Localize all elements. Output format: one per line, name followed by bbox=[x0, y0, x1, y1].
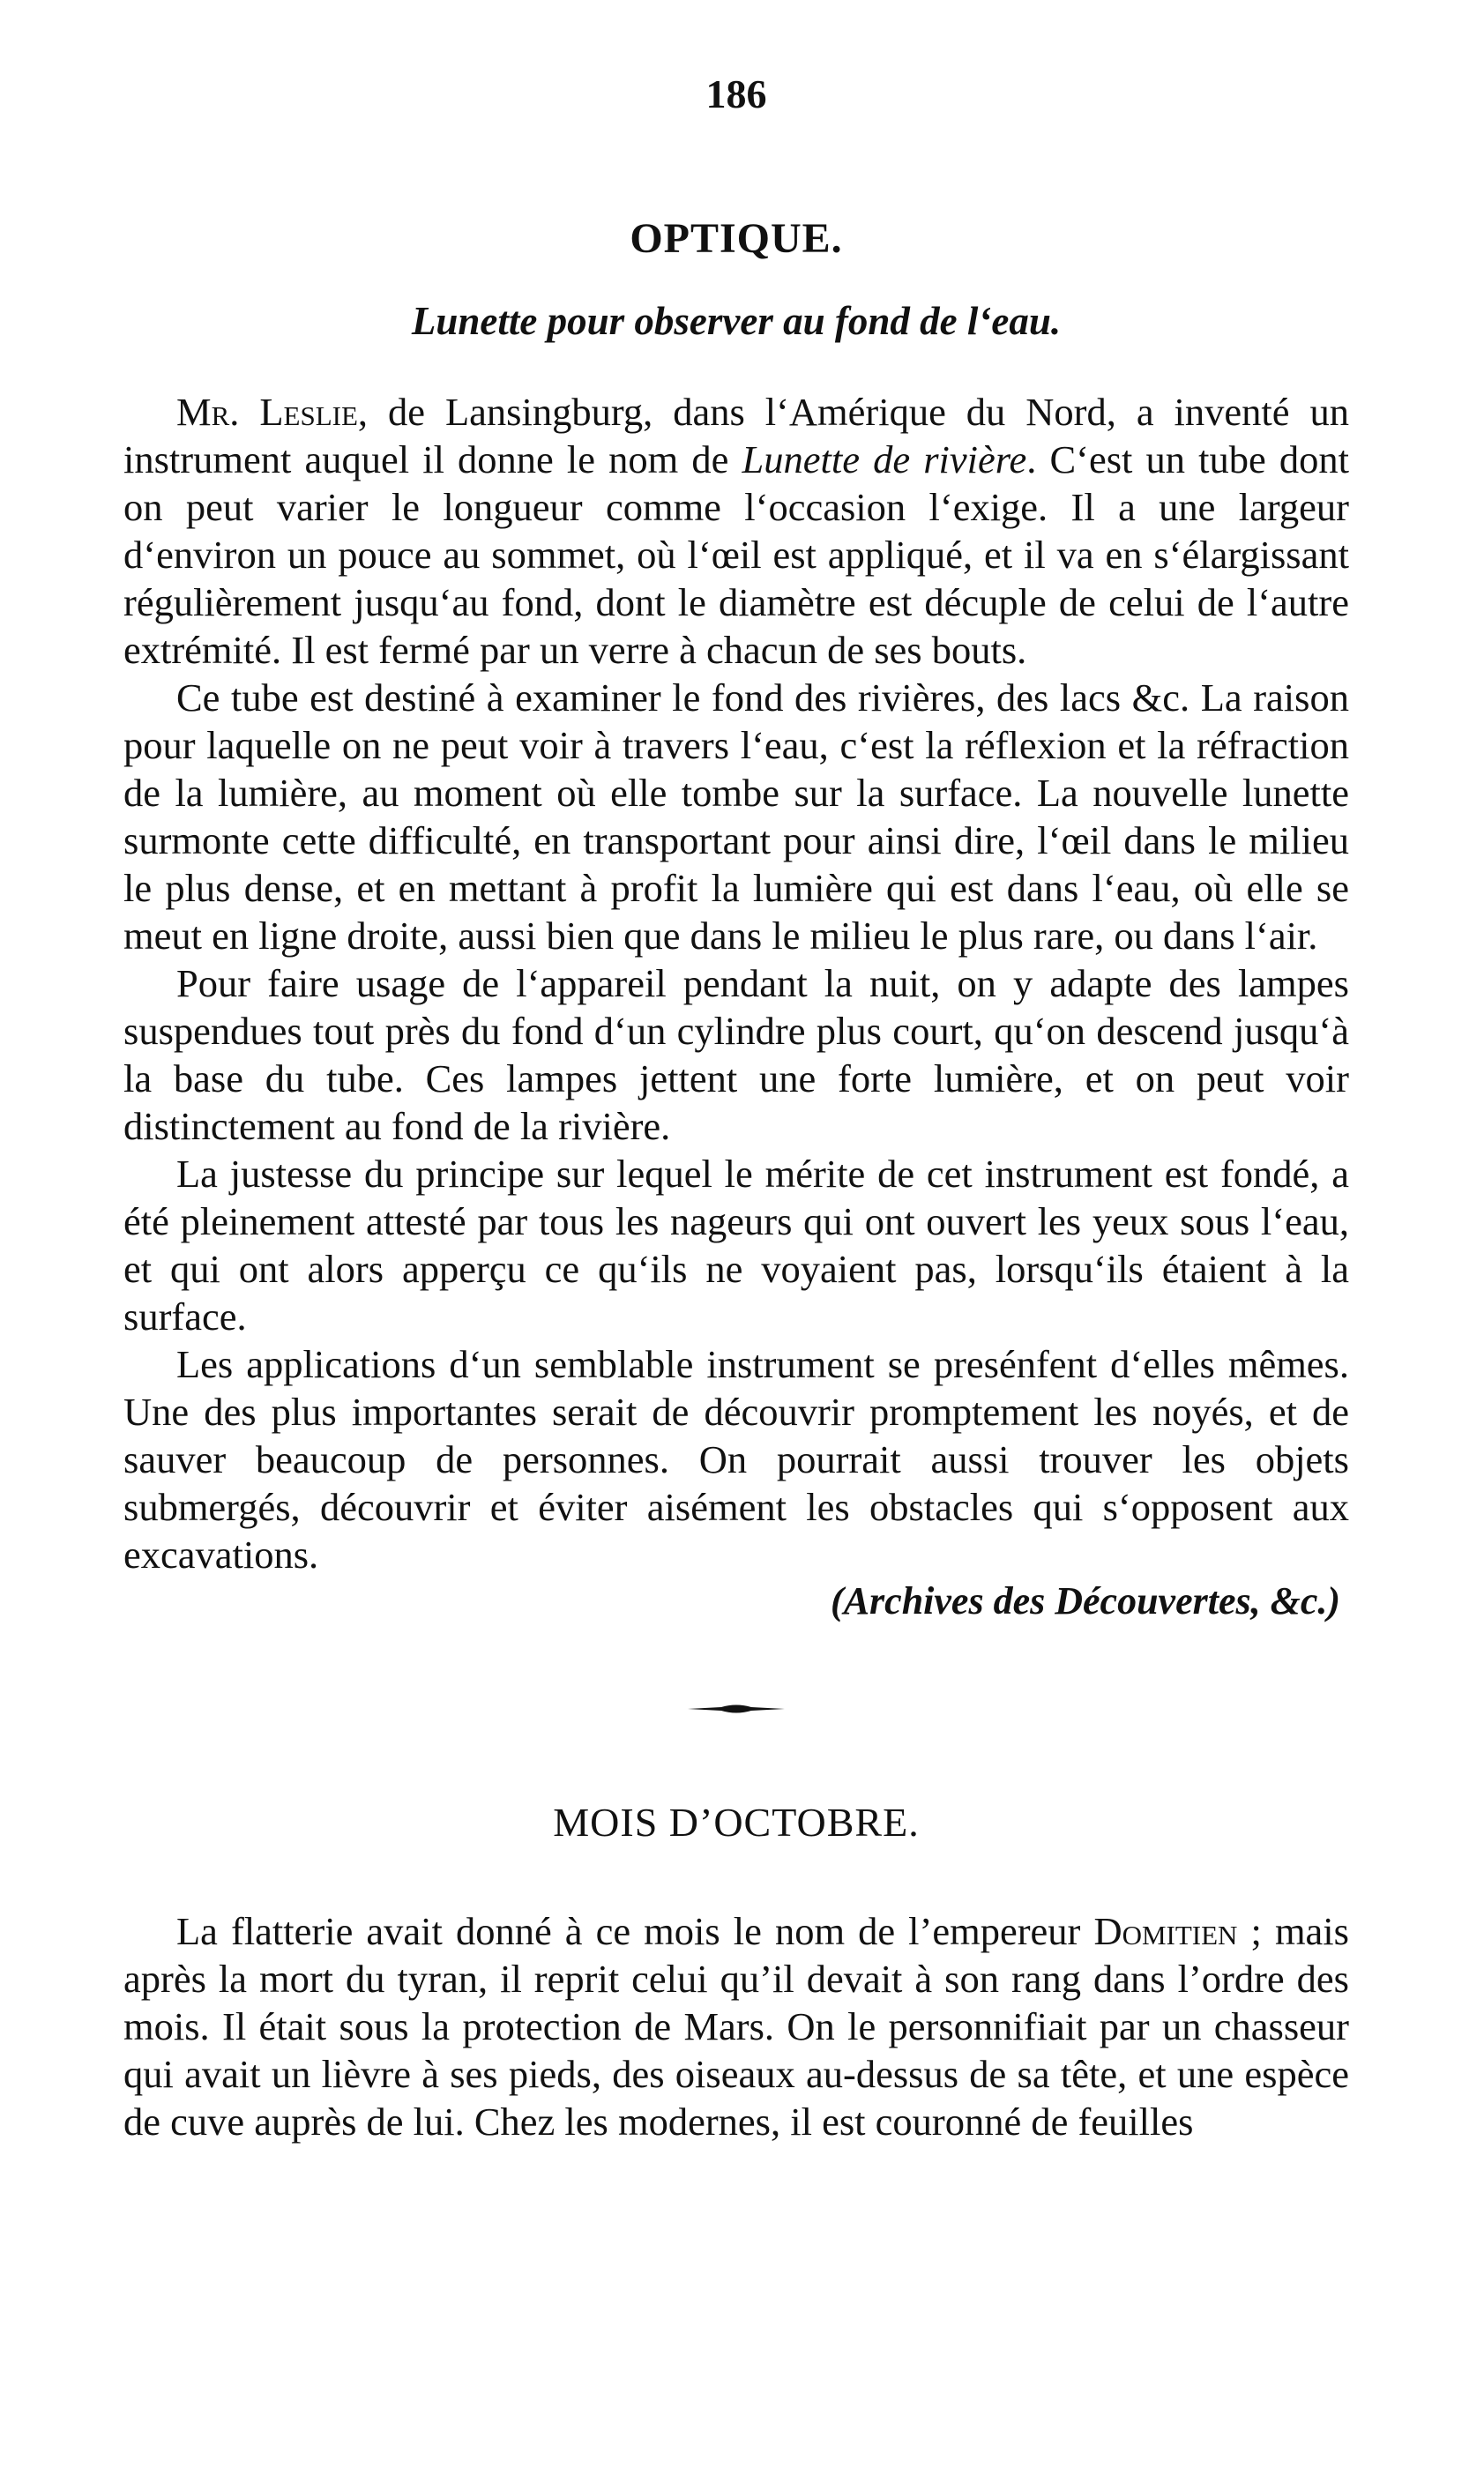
section-title-octobre: MOIS D’OCTOBRE. bbox=[553, 1800, 920, 1845]
section-title-optique: OPTIQUE. bbox=[630, 215, 843, 262]
author-name: Mr. Leslie bbox=[176, 390, 358, 434]
emperor-name: Domitien bbox=[1093, 1909, 1238, 1953]
section-divider bbox=[688, 1703, 785, 1715]
paragraph-5: Les applications d‘un semblable instrument se presénfent d‘elles mêmes. Une des plus importantes serait de découvrir promptement les noyés, et de sauver beaucoup de personnes. On pourrait aussi trouver les objets submergés, découvrir et éviter aisément les obstacles qui s‘opposent aux excavations. bbox=[123, 1342, 1349, 1577]
page-number: 186 bbox=[705, 71, 767, 116]
paragraph-1-end: . C‘est un tube dont on peut varier le longueur comme l‘occasion l‘exige. Il a une largeur d‘environ un pouce au sommet, où l‘œil est appliqué, et il va en s‘élargissant régulièrement jusqu‘au fond, dont le diamètre est décuple de celui de l‘autre extrémité. Il est fermé par un verre à chacun de ses bouts. bbox=[123, 437, 1349, 672]
source-attribution: (Archives des Découvertes, &c.) bbox=[831, 1579, 1340, 1622]
instrument-name: Lunette de rivière bbox=[742, 437, 1027, 481]
paragraph-4: La justesse du principe sur lequel le mérite de cet instrument est fondé, a été pleinement attesté par tous les nageurs qui ont ouvert les yeux sous l‘eau, et qui ont alors apperçu ce qu‘ils ne voyaient pas, lorsqu‘ils étaient à la surface. bbox=[123, 1152, 1349, 1339]
paragraph-1 bbox=[123, 388, 1349, 674]
article-subtitle: Lunette pour observer au fond de l‘eau. bbox=[411, 299, 1062, 343]
octobre-paragraph bbox=[123, 1907, 1349, 2145]
paragraph-3: Pour faire usage de l‘appareil pendant la nuit, on y adapte des lampes suspendues tout près du fond d‘un cylindre plus court, qu‘on descend jusqu‘à la base du tube. Ces lampes jettent une forte lumière, et on peut voir distinctement au fond de la rivière. bbox=[123, 961, 1349, 1148]
octobre-paragraph-start: La flatterie avait donné à ce mois le nom de l’empereur bbox=[176, 1909, 1094, 1953]
paragraph-2: Ce tube est destiné à examiner le fond des rivières, des lacs &c. La raison pour laquelle on ne peut voir à travers l‘eau, c‘est la réflexion et la réfraction de la lumière, au moment où elle tombe sur la surface. La nouvelle lunette surmonte cette difficulté, en transportant pour ainsi dire, l‘œil dans le milieu le plus dense, et en mettant à profit la lumière qui est dans l‘eau, où elle se meut en ligne droite, aussi bien que dans le milieu le plus rare, ou dans l‘air. bbox=[123, 675, 1349, 958]
document-page bbox=[123, 71, 1349, 2145]
paragraph-1-text: , de Lansingburg, dans l‘Amérique du Nord, a inventé un instrument auquel il donne le nom de bbox=[123, 390, 1349, 481]
divider-ornament bbox=[688, 1705, 785, 1713]
octobre-paragraph-rest: ; mais après la mort du tyran, il reprit celui qu’il devait à son rang dans l’ordre des mois. Il était sous la protection de Mars. On le personnifiait par un chasseur qui avait un lièvre à ses pieds, des oiseaux au-dessus de sa tête, et une espèce de cuve auprès de lui. Chez les modernes, il est couronné de feuilles bbox=[123, 1909, 1349, 2144]
